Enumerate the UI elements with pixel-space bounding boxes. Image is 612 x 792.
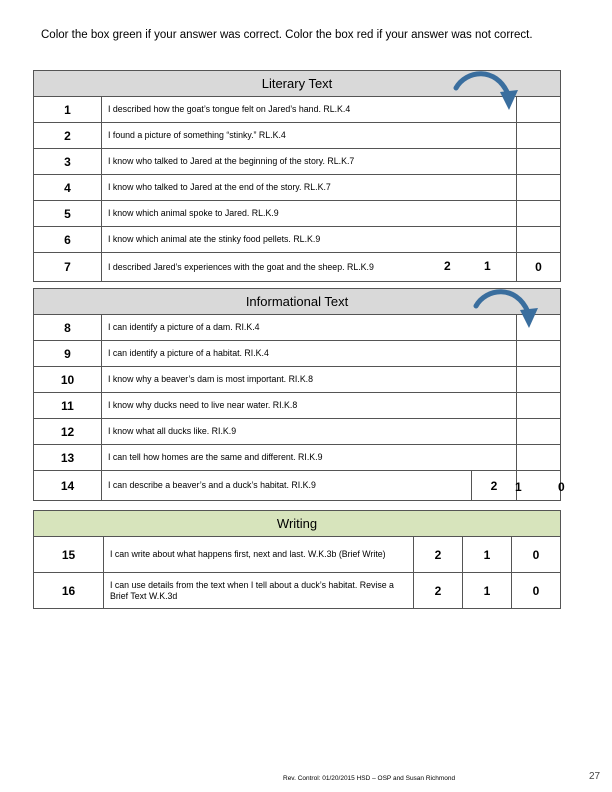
table-row	[34, 253, 561, 282]
item-number: 6	[34, 227, 102, 253]
item-number: 14	[34, 471, 102, 501]
score-2[interactable]: 2	[444, 259, 451, 273]
curved-arrow-icon	[472, 286, 542, 338]
table-row	[34, 419, 561, 445]
table-row	[34, 123, 561, 149]
table-row	[34, 537, 561, 573]
item-number: 8	[34, 315, 102, 341]
color-box[interactable]	[517, 367, 561, 393]
color-box[interactable]	[517, 341, 561, 367]
item-number: 11	[34, 393, 102, 419]
item-number: 15	[34, 537, 104, 573]
item-text: I know who talked to Jared at the end of the story. RL.K.7	[102, 175, 517, 201]
score-1[interactable]: 1	[515, 480, 522, 494]
item-text-with-scores	[102, 253, 517, 282]
item-text: I found a picture of something “stinky.” RL.K.4	[102, 123, 517, 149]
color-box[interactable]	[517, 175, 561, 201]
instructions: Color the box green if your answer was correct. Color the box red if your answer was not correct.	[41, 29, 533, 41]
footer-rev-control: Rev. Control: 01/20/2015 HSD – OSP and Susan Richmond	[283, 775, 456, 782]
table-row	[34, 367, 561, 393]
item-number: 4	[34, 175, 102, 201]
item-text: I can describe a beaver’s and a duck’s habitat. RI.K.9	[102, 471, 472, 501]
item-text: I can write about what happens first, next and last. W.K.3b (Brief Write)	[104, 537, 414, 573]
table-row	[34, 393, 561, 419]
item-number: 1	[34, 97, 102, 123]
color-box[interactable]	[517, 123, 561, 149]
table-row	[34, 175, 561, 201]
color-box[interactable]	[517, 419, 561, 445]
curved-arrow-icon	[452, 68, 522, 120]
table-row	[34, 471, 561, 501]
color-box[interactable]	[517, 227, 561, 253]
score-0[interactable]: 0	[512, 573, 561, 609]
table-row	[34, 227, 561, 253]
item-text: I can use details from the text when I tell about a duck’s habitat. Revise a Brief Text W.K.3d	[104, 573, 414, 609]
item-number: 9	[34, 341, 102, 367]
item-number: 2	[34, 123, 102, 149]
color-box[interactable]	[517, 97, 561, 123]
item-number: 13	[34, 445, 102, 471]
informational-header: Informational Text	[34, 289, 561, 315]
item-text: I know why a beaver’s dam is most important. RI.K.8	[102, 367, 517, 393]
item-text: I know which animal spoke to Jared. RL.K.9	[102, 201, 517, 227]
page-number: 27	[589, 771, 601, 782]
table-row	[34, 445, 561, 471]
color-box[interactable]	[517, 445, 561, 471]
score-cell	[515, 471, 565, 501]
item-text: I can tell how homes are the same and different. RI.K.9	[102, 445, 517, 471]
color-box[interactable]	[517, 201, 561, 227]
item-text: I know who talked to Jared at the beginning of the story. RL.K.7	[102, 149, 517, 175]
item-text: I know why ducks need to live near water. RI.K.8	[102, 393, 517, 419]
score-0[interactable]: 0	[558, 480, 565, 494]
color-box[interactable]	[517, 393, 561, 419]
color-box[interactable]	[517, 149, 561, 175]
table-row	[34, 573, 561, 609]
item-number: 7	[34, 253, 102, 282]
item-text: I described Jared’s experiences with the goat and the sheep. RL.K.9	[108, 261, 374, 272]
writing-header: Writing	[34, 511, 561, 537]
score-2[interactable]: 2	[414, 537, 463, 573]
literary-header: Literary Text	[34, 71, 561, 97]
score-2[interactable]: 2	[414, 573, 463, 609]
table-row	[34, 201, 561, 227]
item-number: 12	[34, 419, 102, 445]
table-row	[34, 149, 561, 175]
score-1[interactable]: 1	[463, 537, 512, 573]
item-text: I can identify a picture of a dam. RI.K.4	[102, 315, 517, 341]
item-text: I can identify a picture of a habitat. RI.K.4	[102, 341, 517, 367]
score-1[interactable]: 1	[484, 259, 491, 273]
item-number: 16	[34, 573, 104, 609]
item-text: I described how the goat’s tongue felt on Jared’s hand. RL.K.4	[102, 97, 517, 123]
item-text: I know which animal ate the stinky food pellets. RL.K.9	[102, 227, 517, 253]
score-0[interactable]: 0	[517, 253, 561, 282]
writing-section	[33, 510, 560, 609]
item-number: 3	[34, 149, 102, 175]
table-row	[34, 341, 561, 367]
score-1[interactable]: 1	[463, 573, 512, 609]
item-number: 10	[34, 367, 102, 393]
score-2[interactable]: 2	[472, 471, 517, 501]
score-0[interactable]: 0	[512, 537, 561, 573]
item-number: 5	[34, 201, 102, 227]
item-text: I know what all ducks like. RI.K.9	[102, 419, 517, 445]
